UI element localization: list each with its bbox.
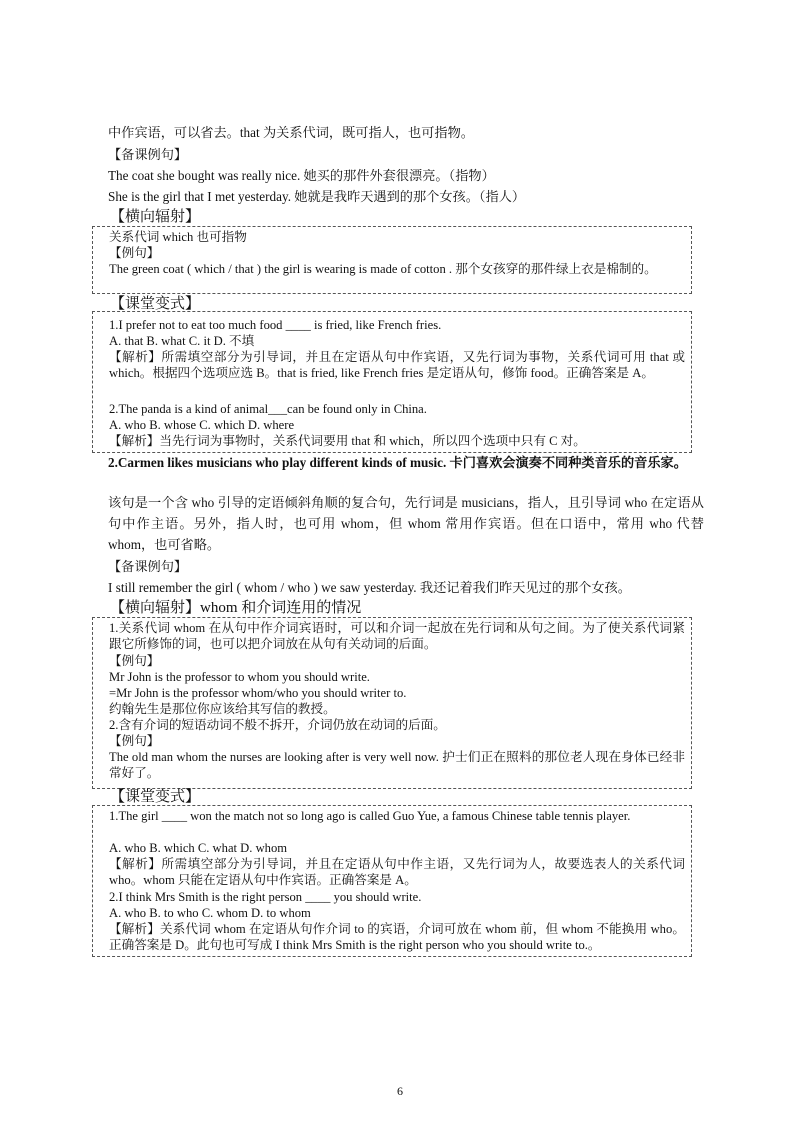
examples-label: 【备课例句】	[108, 559, 188, 574]
radiation-point: 1.关系代词 whom 在从句中作介词宾语时，可以和介词一起放在先行词和从句之间。为了使关系代词紧跟它所修饰的词，也可以把介词放在从句有关动词的后面。	[109, 621, 685, 651]
exercise-box	[92, 311, 692, 453]
question-text: 1.The girl ____ won the match not so long ago is called Guo Yue, a famous Chinese table tennis player.	[109, 809, 631, 823]
page-number: 6	[397, 1084, 403, 1098]
section-body: 该句是一个含 who 引导的定语倾斜角顺的复合句，先行词是 musicians，指人，且引导词 who 在定语从句中作主语。另外，指人时，也可用 whom，但 whom 常用作宾语。但在口语中，常用 who 代替 whom，也可省略。	[108, 495, 704, 552]
question-options: A. who B. which C. what D. whom	[109, 841, 288, 855]
example-label: 【例句】	[109, 654, 160, 668]
example-sentence: The green coat ( which / that ) the girl is wearing is made of cotton . 那个女孩穿的那件绿上衣是棉制的。	[109, 262, 657, 276]
radiation-point: 2.含有介词的短语动词不般不拆开，介词仍放在动词的后面。	[109, 718, 446, 732]
analysis-text: 【解析】所需填空部分为引导词，并且在定语从句中作宾语，又先行词为事物，关系代词可用 that 或 which。根据四个选项应选 B。that is fried, like French fries 是定语从句，修饰 food。正确答案是 A。	[109, 350, 685, 380]
example-label: 【例句】	[109, 246, 160, 260]
analysis-text: 【解析】关系代词 whom 在定语从句作介词 to 的宾语，介词可放在 whom 前，但 whom 不能换用 who。正确答案是 D。此句也可写成 I think Mrs Smith is the right person who you should write to.。	[109, 922, 685, 952]
radiation-header: 【横向辐射】whom 和介词连用的情况	[110, 600, 362, 616]
section-title: 2.Carmen likes musicians who play different kinds of music. 卡门喜欢会演奏不同种类音乐的音乐家。	[108, 455, 687, 470]
example-translation: 约翰先生是那位你应该给其写信的教授。	[109, 702, 336, 716]
question-options: A. who B. whose C. which D. where	[109, 418, 295, 432]
examples-label: 【备课例句】	[108, 147, 188, 162]
radiation-header: 【横向辐射】	[110, 209, 201, 225]
radiation-box	[92, 617, 692, 789]
question-options: A. who B. to who C. whom D. to whom	[109, 906, 311, 920]
example-label: 【例句】	[109, 734, 160, 748]
exercise-box	[92, 805, 692, 957]
question-options: A. that B. what C. it D. 不填	[109, 334, 255, 348]
example-sentence: She is the girl that I met yesterday. 她就是我昨天遇到的那个女孩。（指人）	[108, 189, 526, 204]
intro-line: 中作宾语，可以省去。that 为关系代词，既可指人，也可指物。	[108, 125, 474, 140]
exercise-header: 【课堂变式】	[110, 789, 201, 805]
radiation-box	[92, 226, 692, 294]
question-text: 2.I think Mrs Smith is the right person ____ you should write.	[109, 890, 422, 904]
radiation-line: 关系代词 which 也可指物	[109, 230, 247, 244]
analysis-text: 【解析】所需填空部分为引导词，并且在定语从句中作主语，又先行词为人，故要选表人的关系代词 who。whom 只能在定语从句中作宾语。正确答案是 A。	[109, 857, 685, 887]
example-sentence: The old man whom the nurses are looking after is very well now. 护士们正在照料的那位老人现在身体已经非常好了。	[109, 750, 685, 780]
example-sentence: Mr John is the professor to whom you should write.	[109, 670, 370, 684]
example-sentence: The coat she bought was really nice. 她买的那件外套很漂亮。（指物）	[108, 168, 495, 183]
example-sentence: =Mr John is the professor whom/who you should writer to.	[109, 686, 407, 700]
example-sentence: I still remember the girl ( whom / who ) we saw yesterday. 我还记着我们昨天见过的那个女孩。	[108, 580, 631, 595]
analysis-text: 【解析】当先行词为事物时，关系代词要用 that 和 which，所以四个选项中只有 C 对。	[109, 434, 586, 448]
exercise-header: 【课堂变式】	[110, 296, 201, 312]
question-text: 2.The panda is a kind of animal___can be found only in China.	[109, 402, 427, 416]
question-text: 1.I prefer not to eat too much food ____ is fried, like French fries.	[109, 318, 442, 332]
